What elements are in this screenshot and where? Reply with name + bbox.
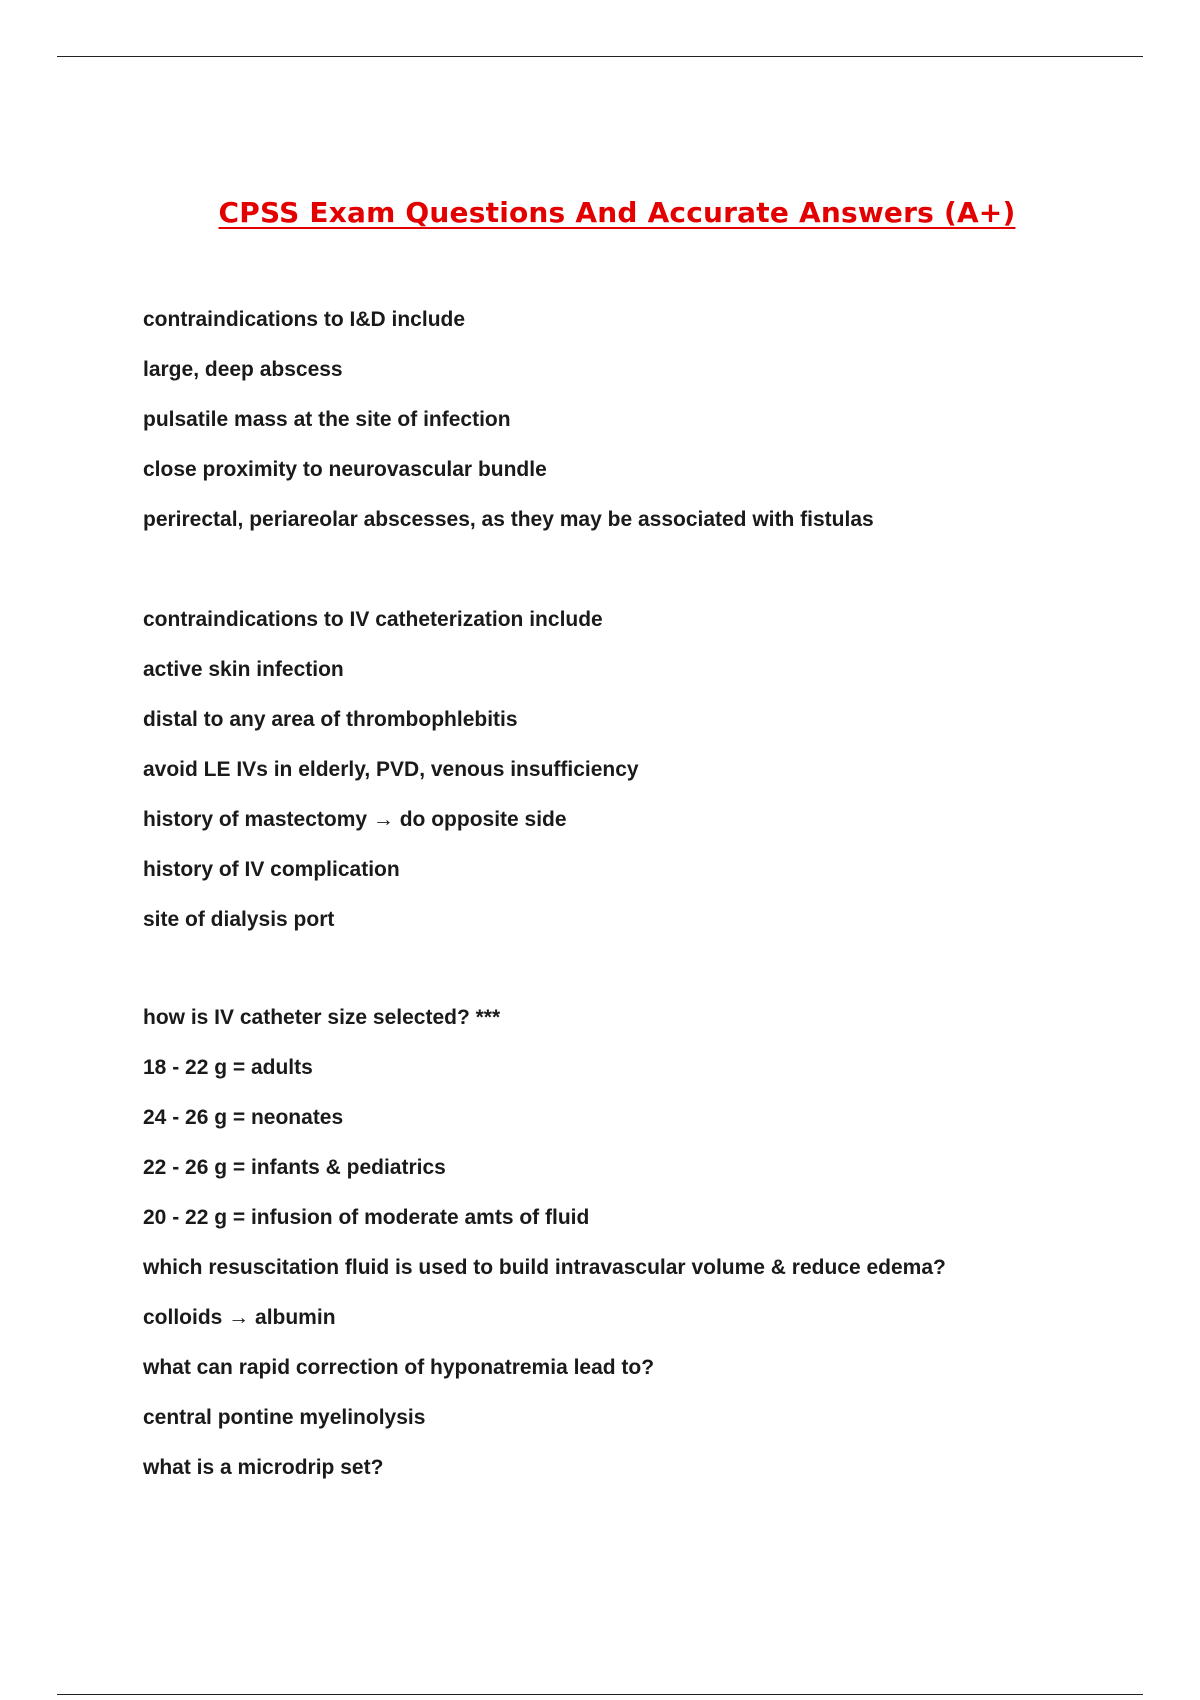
section-incision-drainage xyxy=(143,305,1103,555)
answer-line: 22 - 26 g = infants & pediatrics xyxy=(143,1156,446,1179)
question-line: which resuscitation fluid is used to build intravascular volume & reduce edema? xyxy=(143,1256,946,1279)
answer-line: history of mastectomy → do opposite side xyxy=(143,808,567,831)
answer-line: history of IV complication xyxy=(143,858,400,881)
footer-rule xyxy=(57,1694,1143,1695)
document-body xyxy=(143,305,1103,1503)
answer-line: active skin infection xyxy=(143,658,344,681)
section-catheter-size xyxy=(143,1003,1103,1503)
answer-line: central pontine myelinolysis xyxy=(143,1406,426,1429)
answer-line: close proximity to neurovascular bundle xyxy=(143,458,547,481)
answer-line: avoid LE IVs in elderly, PVD, venous insufficiency xyxy=(143,758,639,781)
section-iv-catheterization xyxy=(143,605,1103,955)
answer-line: 24 - 26 g = neonates xyxy=(143,1106,344,1129)
question-line: contraindications to IV catheterization include xyxy=(143,608,603,631)
question-line: how is IV catheter size selected? *** xyxy=(143,1006,501,1029)
header-rule xyxy=(57,56,1143,57)
question-line: what can rapid correction of hyponatremia lead to? xyxy=(143,1356,655,1379)
answer-line: distal to any area of thrombophlebitis xyxy=(143,708,518,731)
answer-line: colloids → albumin xyxy=(143,1306,336,1329)
answer-line: perirectal, periareolar abscesses, as they may be associated with fistulas xyxy=(143,508,874,531)
section-spacer xyxy=(143,555,1103,605)
page-title: CPSS Exam Questions And Accurate Answers (A+) xyxy=(218,196,1016,229)
answer-line: pulsatile mass at the site of infection xyxy=(143,408,511,431)
answer-line: 18 - 22 g = adults xyxy=(143,1056,313,1079)
section-spacer xyxy=(143,955,1103,1003)
answer-line: 20 - 22 g = infusion of moderate amts of fluid xyxy=(143,1206,590,1229)
answer-line: large, deep abscess xyxy=(143,358,343,381)
answer-line: site of dialysis port xyxy=(143,908,335,931)
question-line: contraindications to I&D include xyxy=(143,308,466,331)
question-line: what is a microdrip set? xyxy=(143,1456,384,1479)
